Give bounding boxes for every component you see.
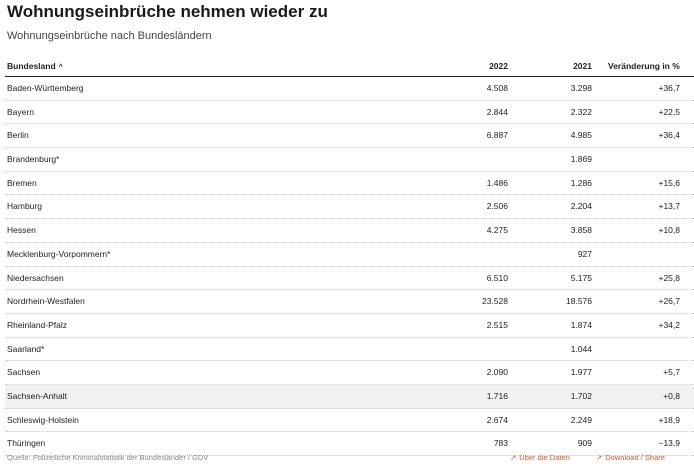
cell-2021: 1.977 bbox=[570, 367, 592, 378]
cell-2022: 6.510 bbox=[486, 272, 508, 283]
cell-change: +34,2 bbox=[658, 319, 680, 330]
cell-state: Rheinland-Pfalz bbox=[7, 319, 68, 330]
cell-state: Berlin bbox=[7, 130, 29, 141]
cell-state: Schleswig-Holstein bbox=[7, 414, 79, 425]
column-header-state-label: Bundesland bbox=[7, 61, 56, 71]
cell-2022: 2.674 bbox=[486, 414, 508, 425]
sort-ascending-icon[interactable]: ^ bbox=[58, 64, 63, 71]
cell-2021: 1.702 bbox=[570, 390, 592, 401]
cell-2022: 2.506 bbox=[486, 201, 508, 212]
cell-2022: 4.275 bbox=[486, 225, 508, 236]
cell-state: Saarland* bbox=[7, 343, 45, 354]
page-title: Wohnungseinbrüche nehmen wieder zu bbox=[7, 2, 328, 21]
cell-2021: 1.869 bbox=[570, 154, 592, 165]
table-row bbox=[5, 290, 694, 314]
table-row bbox=[5, 409, 694, 433]
cell-2021: 3.298 bbox=[570, 83, 592, 93]
table-row bbox=[5, 148, 694, 172]
cell-state: Hamburg bbox=[7, 201, 42, 212]
download-share-link[interactable] bbox=[596, 453, 665, 462]
table-row bbox=[5, 172, 694, 196]
cell-2022: 2.844 bbox=[486, 106, 508, 117]
cell-change: +36,7 bbox=[658, 83, 680, 93]
column-header-2021[interactable]: 2021 bbox=[573, 61, 592, 71]
cell-state: Sachsen bbox=[7, 367, 41, 378]
column-header-state[interactable] bbox=[7, 56, 63, 78]
table-row bbox=[5, 77, 694, 101]
table-row bbox=[5, 219, 694, 243]
cell-change: +26,7 bbox=[658, 296, 680, 307]
cell-2022: 783 bbox=[493, 438, 508, 449]
table-row bbox=[5, 314, 694, 338]
cell-2022: 2.515 bbox=[486, 319, 508, 330]
cell-2021: 2.249 bbox=[570, 414, 592, 425]
cell-state: Sachsen-Anhalt bbox=[7, 390, 68, 401]
download-share-label: Download / Share bbox=[605, 453, 665, 462]
table-row bbox=[5, 361, 694, 385]
cell-change: +5,7 bbox=[663, 367, 680, 378]
cell-2022: 1.716 bbox=[486, 390, 508, 401]
table-row bbox=[5, 267, 694, 291]
table-body bbox=[5, 77, 694, 456]
cell-change: +0,8 bbox=[663, 390, 680, 401]
table-row bbox=[5, 243, 694, 267]
cell-state: Bremen bbox=[7, 177, 37, 188]
cell-2022: 1.486 bbox=[486, 177, 508, 188]
cell-state: Hessen bbox=[7, 225, 36, 236]
cell-change: +10,8 bbox=[658, 225, 680, 236]
about-data-link[interactable] bbox=[510, 453, 570, 462]
cell-state: Baden-Württemberg bbox=[7, 83, 84, 93]
table-row bbox=[5, 385, 694, 409]
footer bbox=[0, 450, 694, 468]
table-row bbox=[5, 195, 694, 219]
cell-change: +36,4 bbox=[658, 130, 680, 141]
data-table bbox=[5, 56, 694, 456]
cell-2021: 2.204 bbox=[570, 201, 592, 212]
cell-change: +15,6 bbox=[658, 177, 680, 188]
cell-2021: 3.858 bbox=[570, 225, 592, 236]
cell-state: Brandenburg* bbox=[7, 154, 60, 165]
table-row bbox=[5, 101, 694, 125]
cell-change: +18,9 bbox=[658, 414, 680, 425]
cell-change: +25,8 bbox=[658, 272, 680, 283]
cell-2022: 2.090 bbox=[486, 367, 508, 378]
cell-2021: 4.985 bbox=[570, 130, 592, 141]
cell-2022: 6.887 bbox=[486, 130, 508, 141]
cell-2021: 909 bbox=[577, 438, 592, 449]
cell-2021: 5.175 bbox=[570, 272, 592, 283]
cell-state: Mecklenburg-Vorpommern* bbox=[7, 248, 111, 259]
arrow-icon: ↗ bbox=[510, 453, 517, 462]
about-data-label: Über die Daten bbox=[519, 453, 570, 462]
page-subtitle: Wohnungseinbrüche nach Bundesländern bbox=[7, 30, 212, 42]
table-header-row bbox=[5, 56, 694, 77]
cell-2021: 927 bbox=[577, 248, 592, 259]
arrow-icon: ↗ bbox=[596, 453, 603, 462]
cell-state: Nordrhein-Westfalen bbox=[7, 296, 85, 307]
cell-state: Niedersachsen bbox=[7, 272, 64, 283]
cell-2021: 18.576 bbox=[566, 296, 592, 307]
table-row bbox=[5, 124, 694, 148]
cell-change: +13,7 bbox=[658, 201, 680, 212]
cell-change: +22,5 bbox=[658, 106, 680, 117]
cell-2021: 1.044 bbox=[570, 343, 592, 354]
cell-2022: 4.508 bbox=[486, 83, 508, 93]
cell-state: Bayern bbox=[7, 106, 34, 117]
cell-change: −13,9 bbox=[658, 438, 680, 449]
table-row bbox=[5, 338, 694, 362]
source-note: Quelle: Polizeiliche Kriminalstatistik der Bundesländer / GDV bbox=[7, 453, 209, 462]
cell-state: Thüringen bbox=[7, 438, 46, 449]
column-header-2022[interactable]: 2022 bbox=[489, 61, 508, 71]
cell-2021: 1.286 bbox=[570, 177, 592, 188]
cell-2021: 2.322 bbox=[570, 106, 592, 117]
cell-2021: 1.874 bbox=[570, 319, 592, 330]
cell-2022: 23.528 bbox=[482, 296, 508, 307]
column-header-change[interactable]: Veränderung in % bbox=[608, 61, 680, 71]
